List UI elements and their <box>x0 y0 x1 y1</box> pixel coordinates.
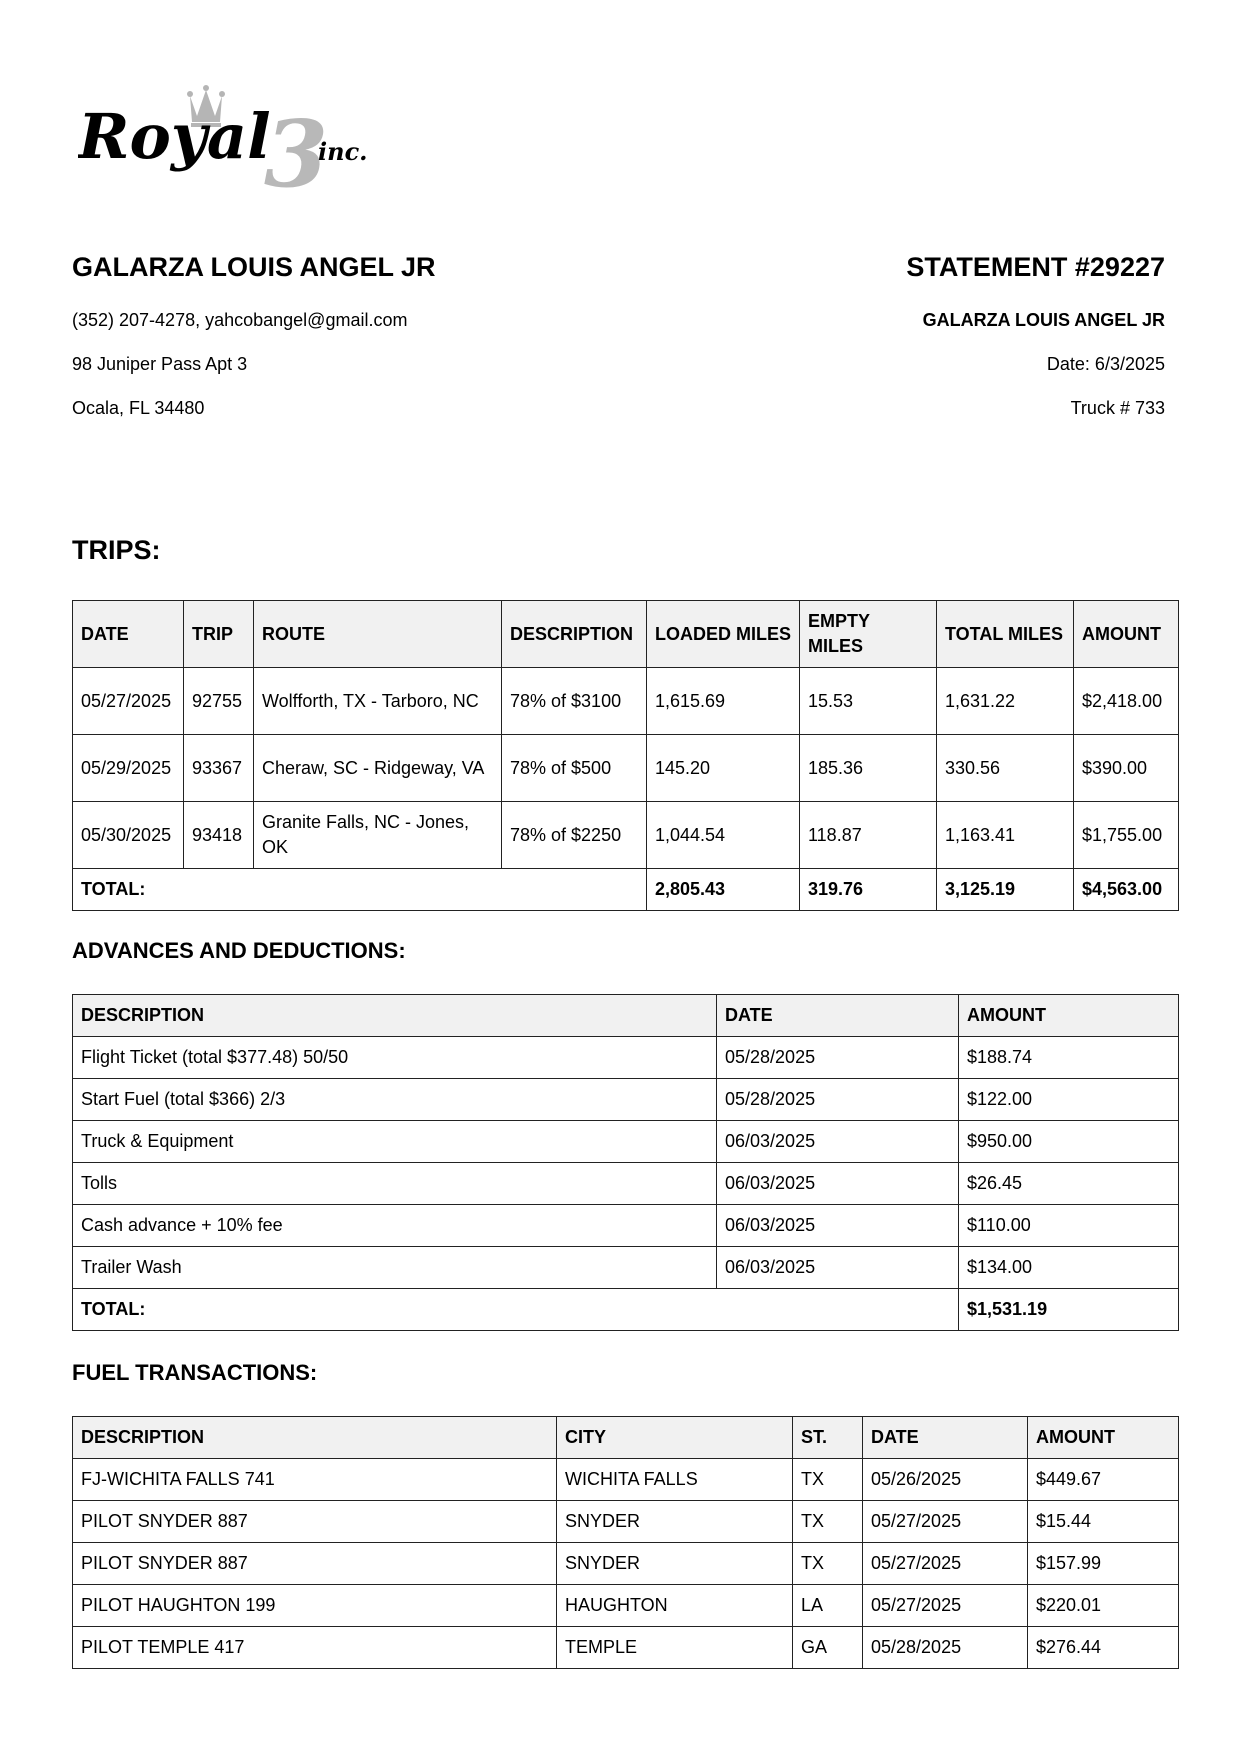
table-row <box>73 1247 1179 1289</box>
table-row <box>73 1627 1179 1669</box>
trip-amount: $390.00 <box>1074 735 1179 802</box>
trip-description: 78% of $2250 <box>502 802 647 869</box>
table-row <box>73 1121 1179 1163</box>
trip-number: 92755 <box>184 668 254 735</box>
col-header-amount: AMOUNT <box>1074 601 1179 668</box>
table-row <box>73 1037 1179 1079</box>
fuel-state: TX <box>793 1543 863 1585</box>
driver-address-line2: Ocala, FL 34480 <box>72 398 205 418</box>
trip-empty-miles: 185.36 <box>800 735 937 802</box>
trip-date: 05/30/2025 <box>73 802 184 869</box>
advances-heading: ADVANCES AND DEDUCTIONS: <box>72 938 406 963</box>
fuel-description: PILOT SNYDER 887 <box>73 1543 557 1585</box>
advances-table <box>72 994 1179 1331</box>
table-row <box>73 668 1179 735</box>
driver-address-line1: 98 Juniper Pass Apt 3 <box>72 354 248 374</box>
trip-route: Wolfforth, TX - Tarboro, NC <box>254 668 502 735</box>
table-row <box>73 1501 1179 1543</box>
advance-description: Start Fuel (total $366) 2/3 <box>73 1079 717 1121</box>
trips-total-loaded: 2,805.43 <box>647 869 800 911</box>
advance-amount: $26.45 <box>959 1163 1179 1205</box>
driver-contact: (352) 207-4278, yahcobangel@gmail.com <box>72 310 408 330</box>
table-row <box>73 1205 1179 1247</box>
fuel-date: 05/27/2025 <box>863 1543 1028 1585</box>
trips-total-empty: 319.76 <box>800 869 937 911</box>
col-header-total-miles: TOTAL MILES <box>937 601 1074 668</box>
advance-description: Trailer Wash <box>73 1247 717 1289</box>
driver-name: GALARZA LOUIS ANGEL JR <box>72 252 436 282</box>
advance-date: 05/28/2025 <box>717 1079 959 1121</box>
table-row <box>73 1459 1179 1501</box>
advance-amount: $134.00 <box>959 1247 1179 1289</box>
trip-number: 93418 <box>184 802 254 869</box>
fuel-city: HAUGHTON <box>557 1585 793 1627</box>
trip-empty-miles: 118.87 <box>800 802 937 869</box>
fuel-amount: $449.67 <box>1028 1459 1179 1501</box>
advance-date: 06/03/2025 <box>717 1121 959 1163</box>
fuel-table <box>72 1416 1179 1669</box>
advances-total-amount: $1,531.19 <box>959 1289 1179 1331</box>
trip-route: Cheraw, SC - Ridgeway, VA <box>254 735 502 802</box>
advance-description: Flight Ticket (total $377.48) 50/50 <box>73 1037 717 1079</box>
fuel-heading: FUEL TRANSACTIONS: <box>72 1360 318 1385</box>
col-header-date: DATE <box>717 995 959 1037</box>
fuel-date: 05/28/2025 <box>863 1627 1028 1669</box>
trip-description: 78% of $500 <box>502 735 647 802</box>
fuel-state: TX <box>793 1459 863 1501</box>
trip-description: 78% of $3100 <box>502 668 647 735</box>
trip-loaded-miles: 1,044.54 <box>647 802 800 869</box>
logo-script-text: Royal <box>78 100 271 173</box>
table-row <box>73 1543 1179 1585</box>
trip-route: Granite Falls, NC - Jones, OK <box>254 802 502 869</box>
col-header-description: DESCRIPTION <box>502 601 647 668</box>
trips-total-amount: $4,563.00 <box>1074 869 1179 911</box>
col-header-description: DESCRIPTION <box>73 995 717 1037</box>
advances-header-row <box>73 995 1179 1037</box>
company-logo <box>78 76 388 196</box>
fuel-description: PILOT TEMPLE 417 <box>73 1627 557 1669</box>
trip-amount: $1,755.00 <box>1074 802 1179 869</box>
col-header-state: ST. <box>793 1417 863 1459</box>
advances-total-label: TOTAL: <box>73 1289 959 1331</box>
fuel-state: TX <box>793 1501 863 1543</box>
advance-description: Tolls <box>73 1163 717 1205</box>
fuel-state: GA <box>793 1627 863 1669</box>
fuel-description: PILOT SNYDER 887 <box>73 1501 557 1543</box>
advance-description: Cash advance + 10% fee <box>73 1205 717 1247</box>
table-row <box>73 735 1179 802</box>
advance-date: 06/03/2025 <box>717 1205 959 1247</box>
col-header-date: DATE <box>863 1417 1028 1459</box>
fuel-date: 05/26/2025 <box>863 1459 1028 1501</box>
logo-suffix: inc. <box>318 137 368 166</box>
trip-date: 05/29/2025 <box>73 735 184 802</box>
col-header-trip: TRIP <box>184 601 254 668</box>
trip-total-miles: 1,163.41 <box>937 802 1074 869</box>
trips-header-row <box>73 601 1179 668</box>
advance-date: 06/03/2025 <box>717 1247 959 1289</box>
trip-loaded-miles: 1,615.69 <box>647 668 800 735</box>
advance-amount: $110.00 <box>959 1205 1179 1247</box>
fuel-header-row <box>73 1417 1179 1459</box>
fuel-city: WICHITA FALLS <box>557 1459 793 1501</box>
trips-total-label: TOTAL: <box>73 869 647 911</box>
advance-date: 06/03/2025 <box>717 1163 959 1205</box>
fuel-date: 05/27/2025 <box>863 1501 1028 1543</box>
trip-loaded-miles: 145.20 <box>647 735 800 802</box>
col-header-date: DATE <box>73 601 184 668</box>
statement-driver-name: GALARZA LOUIS ANGEL JR <box>922 310 1165 330</box>
fuel-amount: $220.01 <box>1028 1585 1179 1627</box>
statement-date: Date: 6/3/2025 <box>1046 354 1165 374</box>
advances-total-row <box>73 1289 1179 1331</box>
table-row <box>73 1585 1179 1627</box>
fuel-description: PILOT HAUGHTON 199 <box>73 1585 557 1627</box>
trip-date: 05/27/2025 <box>73 668 184 735</box>
trip-total-miles: 1,631.22 <box>937 668 1074 735</box>
truck-number: Truck # 733 <box>1070 398 1165 418</box>
trips-heading: TRIPS: <box>72 535 161 565</box>
advance-date: 05/28/2025 <box>717 1037 959 1079</box>
col-header-city: CITY <box>557 1417 793 1459</box>
col-header-amount: AMOUNT <box>959 995 1179 1037</box>
trips-table <box>72 600 1179 911</box>
trips-total-row <box>73 869 1179 911</box>
trip-number: 93367 <box>184 735 254 802</box>
fuel-city: SNYDER <box>557 1543 793 1585</box>
col-header-route: ROUTE <box>254 601 502 668</box>
advance-description: Truck & Equipment <box>73 1121 717 1163</box>
fuel-city: TEMPLE <box>557 1627 793 1669</box>
trips-total-miles: 3,125.19 <box>937 869 1074 911</box>
advance-amount: $950.00 <box>959 1121 1179 1163</box>
fuel-state: LA <box>793 1585 863 1627</box>
fuel-description: FJ-WICHITA FALLS 741 <box>73 1459 557 1501</box>
logo-numeral: 3 <box>264 100 329 196</box>
fuel-city: SNYDER <box>557 1501 793 1543</box>
col-header-empty-miles: EMPTY MILES <box>800 601 937 668</box>
fuel-amount: $15.44 <box>1028 1501 1179 1543</box>
fuel-amount: $157.99 <box>1028 1543 1179 1585</box>
fuel-amount: $276.44 <box>1028 1627 1179 1669</box>
table-row <box>73 1079 1179 1121</box>
advance-amount: $122.00 <box>959 1079 1179 1121</box>
advance-amount: $188.74 <box>959 1037 1179 1079</box>
statement-number: STATEMENT #29227 <box>906 252 1165 282</box>
trip-amount: $2,418.00 <box>1074 668 1179 735</box>
fuel-date: 05/27/2025 <box>863 1585 1028 1627</box>
trip-empty-miles: 15.53 <box>800 668 937 735</box>
trip-total-miles: 330.56 <box>937 735 1074 802</box>
table-row <box>73 1163 1179 1205</box>
col-header-loaded-miles: LOADED MILES <box>647 601 800 668</box>
col-header-description: DESCRIPTION <box>73 1417 557 1459</box>
table-row <box>73 802 1179 869</box>
col-header-amount: AMOUNT <box>1028 1417 1179 1459</box>
